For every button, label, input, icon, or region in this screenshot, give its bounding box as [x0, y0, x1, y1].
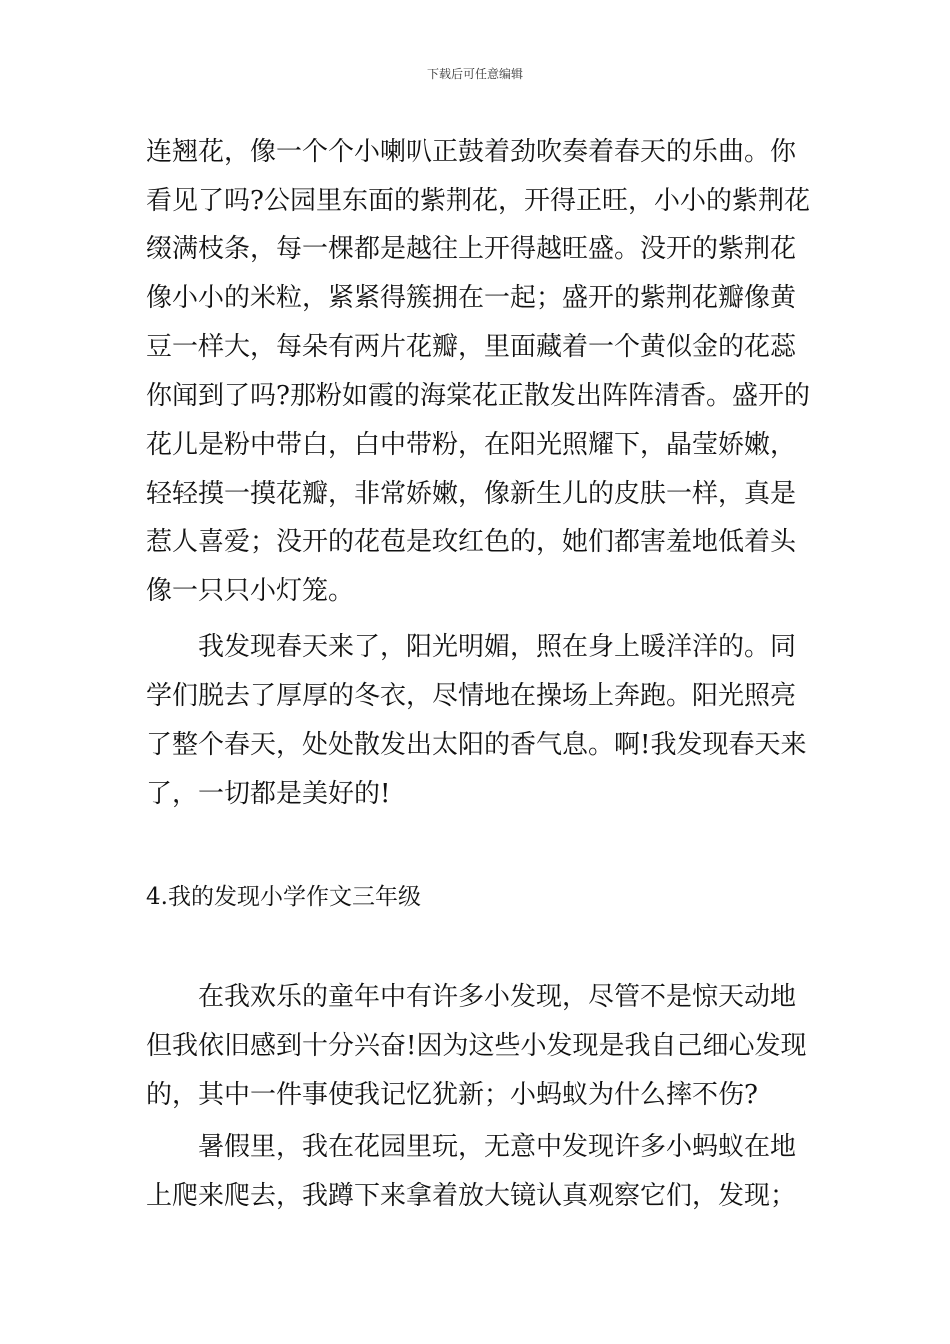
text-line: 轻轻摸一摸花瓣，非常娇嫩，像新生儿的皮肤一样，真是	[146, 479, 797, 509]
section-heading: 4.我的发现小学作文三年级	[146, 884, 421, 910]
page-header: 下载后可任意编辑	[426, 67, 523, 81]
paragraph-start-line: 我发现春天来了，阳光明媚，照在身上暖洋洋的。同	[198, 632, 797, 662]
text-line: 但我依旧感到十分兴奋!因为这些小发现是我自己细心发现	[146, 1031, 807, 1061]
text-line: 看见了吗?公园里东面的紫荆花，开得正旺，小小的紫荆花	[146, 186, 810, 216]
text-line: 花儿是粉中带白，白中带粉，在阳光照耀下，晶莹娇嫩，	[146, 430, 797, 460]
text-line: 了整个春天，处处散发出太阳的香气息。啊!我发现春天来	[146, 730, 807, 760]
text-line: 了，一切都是美好的!	[146, 779, 391, 809]
text-line: 像小小的米粒，紧紧得簇拥在一起；盛开的紫荆花瓣像黄	[146, 283, 797, 313]
text-line: 的，其中一件事使我记忆犹新；小蚂蚁为什么摔不伤?	[146, 1080, 758, 1110]
paragraph-start-line: 暑假里，我在花园里玩，无意中发现许多小蚂蚁在地	[198, 1132, 797, 1162]
text-line: 学们脱去了厚厚的冬衣，尽情地在操场上奔跑。阳光照亮	[146, 681, 797, 711]
text-line: 连翘花，像一个个小喇叭正鼓着劲吹奏着春天的乐曲。你	[146, 137, 797, 167]
paragraph-start-line: 在我欢乐的童年中有许多小发现，尽管不是惊天动地	[198, 982, 797, 1012]
text-line: 像一只只小灯笼。	[146, 576, 355, 606]
text-line: 缀满枝条，每一棵都是越往上开得越旺盛。没开的紫荆花	[146, 234, 797, 264]
text-line: 上爬来爬去，我蹲下来拿着放大镜认真观察它们，发现；	[146, 1181, 797, 1211]
text-line: 惹人喜爱；没开的花苞是玫红色的，她们都害羞地低着头	[146, 527, 797, 557]
text-line: 你闻到了吗?那粉如霞的海棠花正散发出阵阵清香。盛开的	[146, 381, 810, 411]
text-line: 豆一样大，每朵有两片花瓣，里面藏着一个黄似金的花蕊	[146, 332, 797, 362]
